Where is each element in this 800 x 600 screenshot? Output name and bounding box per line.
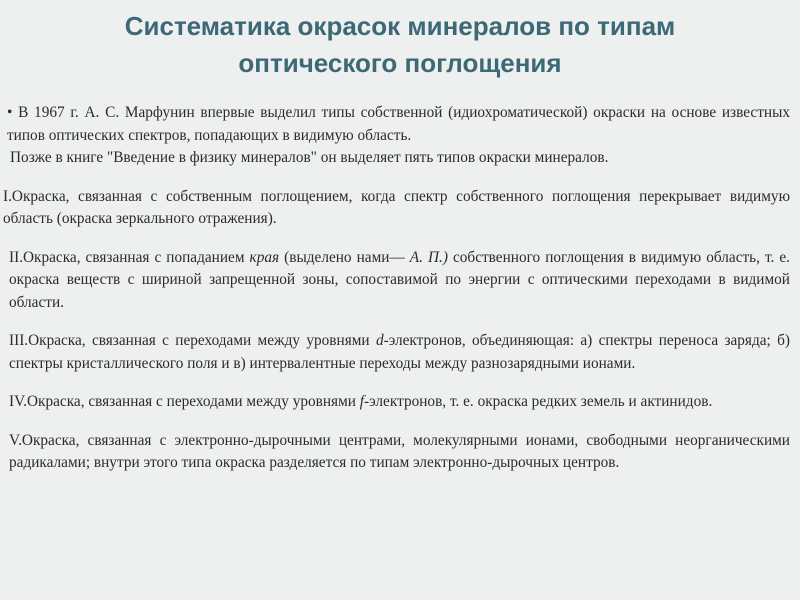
color-type-4: IV.Окраска, связанная с переходами между уровнями f-электронов, т. е. окраска редких земель и актинидов. [9,393,713,410]
color-type-3: III.Окраска, связанная с переходами между уровнями d-электронов, объединяющая: а) спектры переноса заряда; б) спектры кристаллического поля и в) интервалентные переходы между разнозарядными ионами. [9,332,791,372]
bullet-marker: • [7,104,13,121]
emphasis-author: А. П.) [409,248,448,266]
color-type-5: V.Окраска, связанная с электронно-дырочными центрами, молекулярными ионами, свободными неорганическими радикалами; внутри этого типа окраска разделяется по типам электронно-дырочных центров. [9,431,790,471]
title-line-2: оптического поглощения [238,48,562,78]
emphasis-d: d [375,332,384,349]
intro-paragraph-2 [6,147,790,170]
emphasis-f: f [359,393,365,410]
color-type-2: II.Окраска, связанная с попаданием края (выделено нами— А. П.) собственного поглощения в видимую область, т. е. окраска веществ с шириной запрещенной зоны, сопоставимой по энергии с оптическими переходами в видимой области. [9,248,790,311]
slide-body [3,102,791,475]
title-line-1: Систематика окрасок минералов по типам [124,11,676,41]
emphasis-kraya: края [249,248,280,266]
slide-title [0,8,800,82]
intro-text-2: Позже в книге "Введение в физику минералов" он выделяет пять типов окраски минералов. [10,149,609,166]
color-type-1: I.Окраска, связанная с собственным поглощением, когда спектр собственного поглощения перекрывает видимую область (окраска зеркального отражения). [3,187,790,227]
intro-paragraph [6,102,790,147]
intro-text: В 1967 г. А. С. Марфунин впервые выделил типы собственной (идиохроматической) окраски на основе известных типов оптических спектров, попадающих в видимую область. [7,104,790,144]
